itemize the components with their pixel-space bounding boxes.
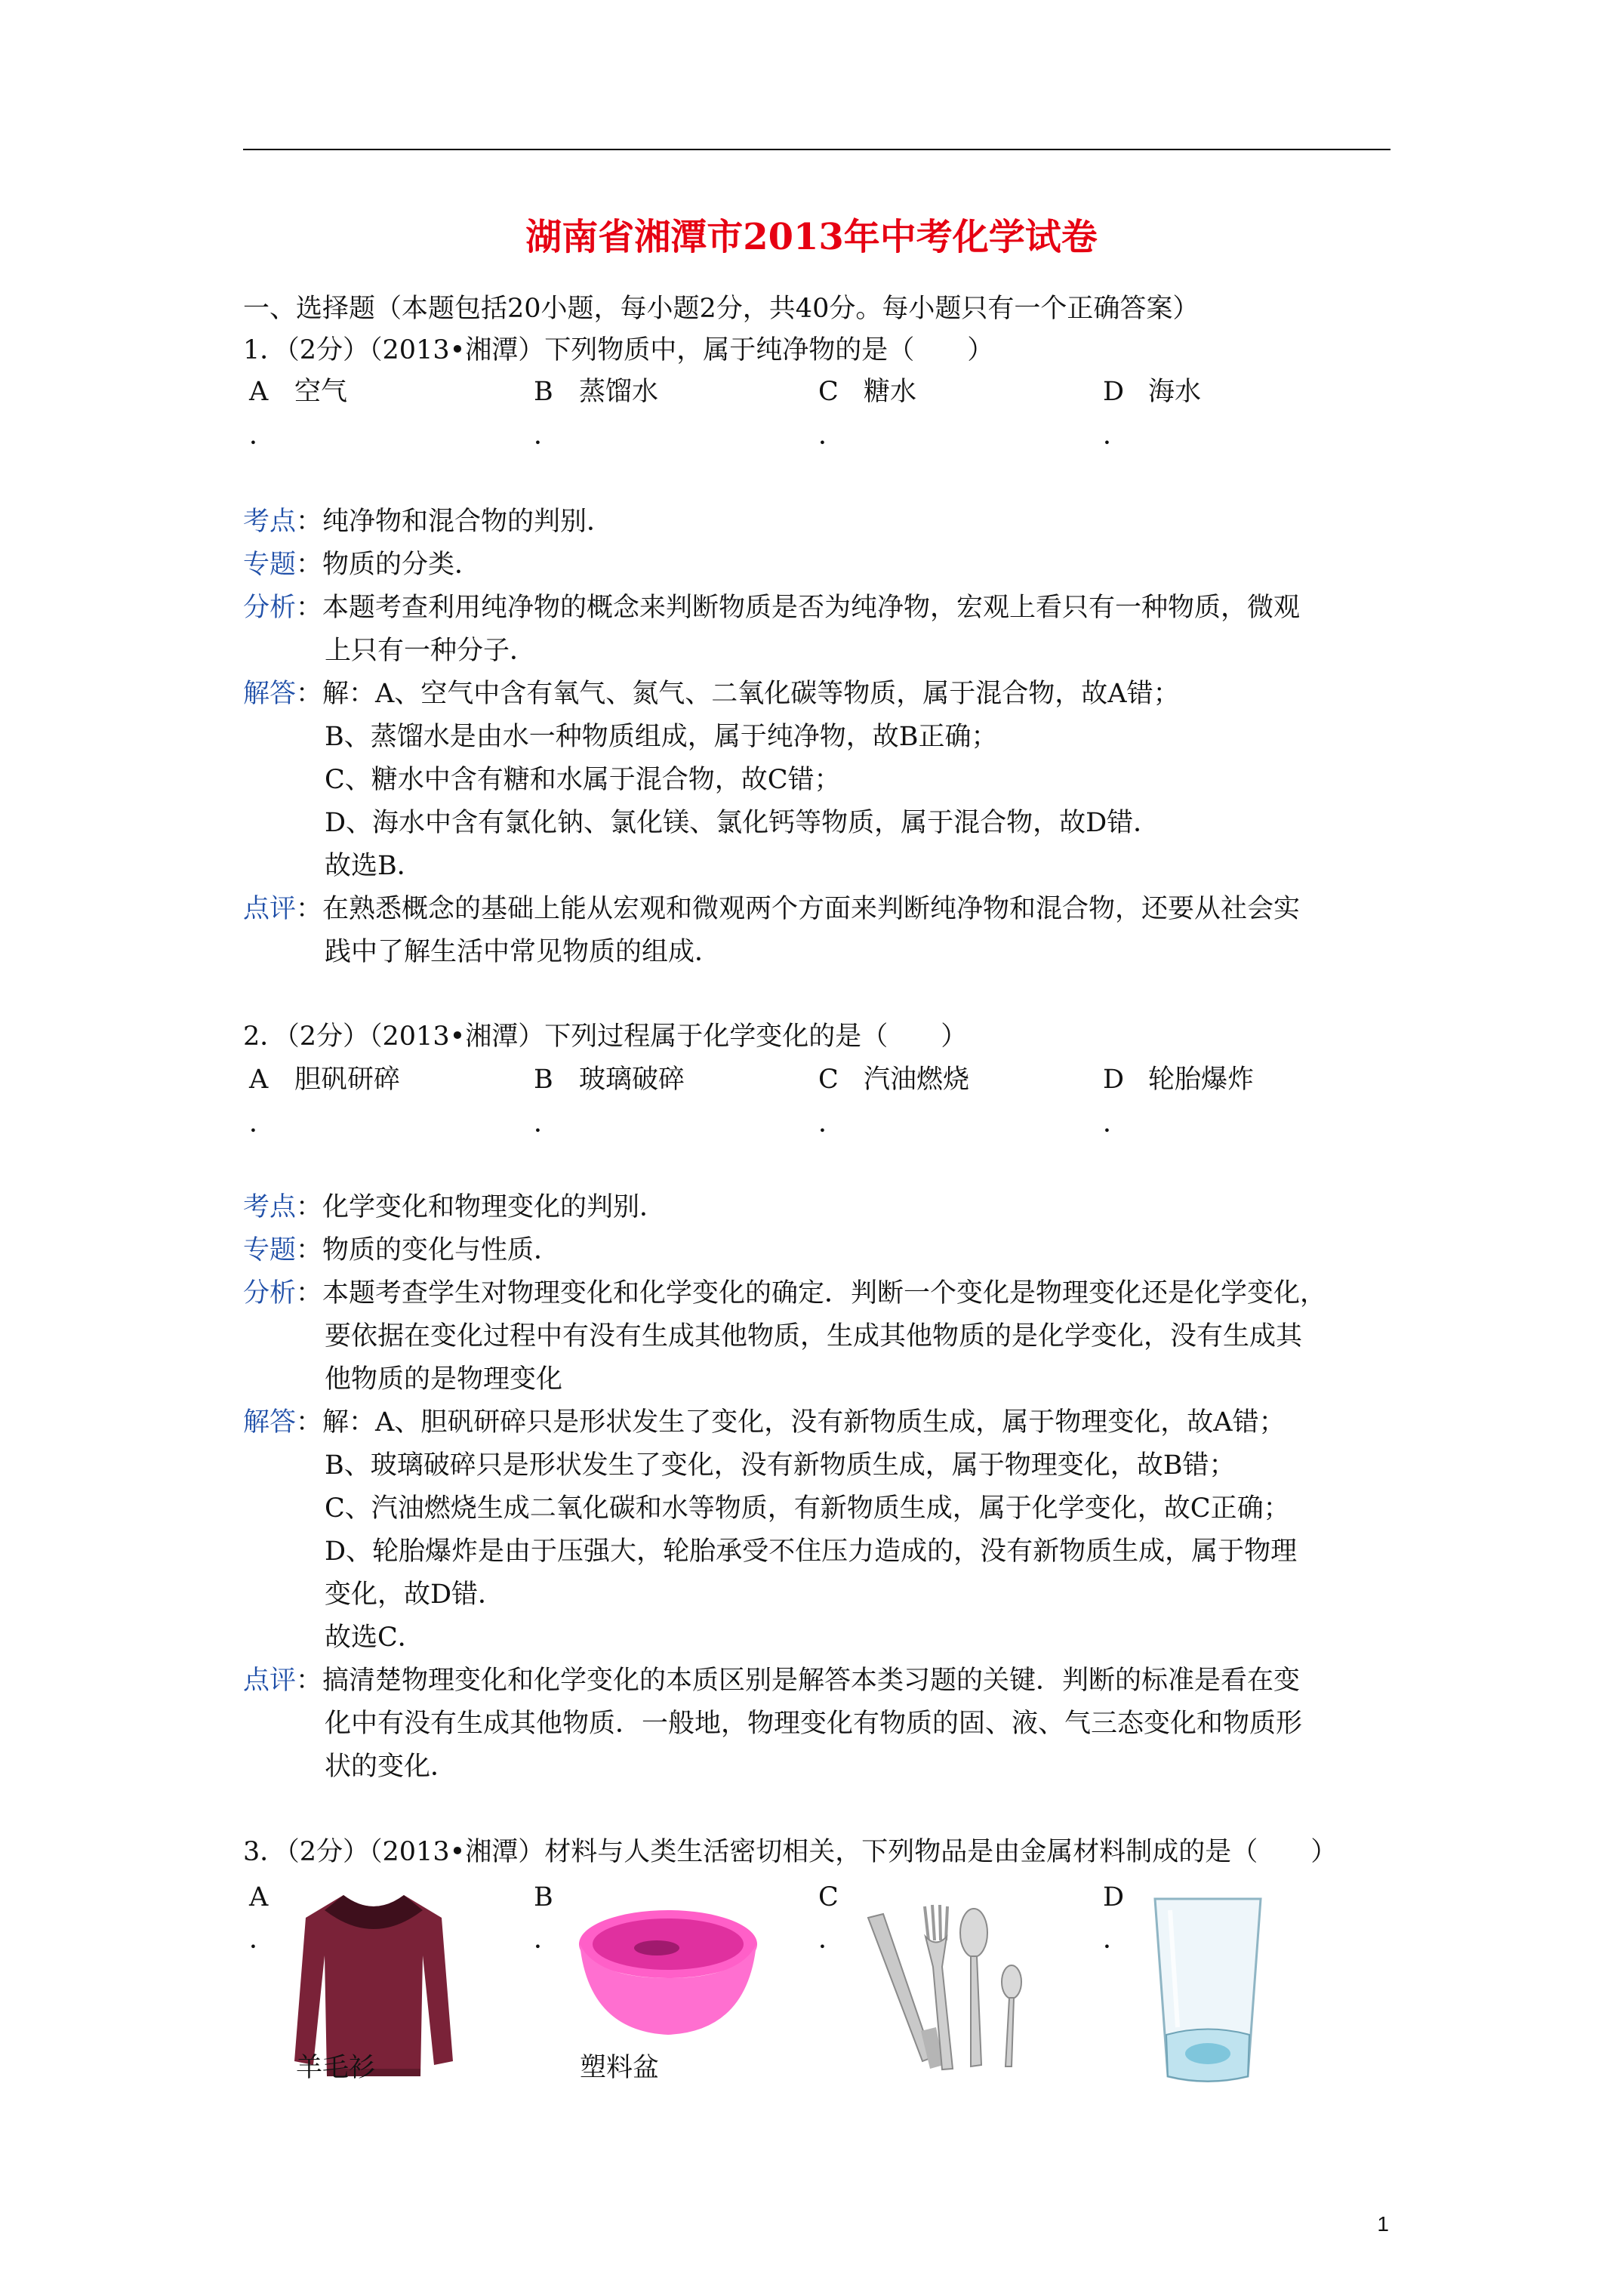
page-title: 湖南省湘潭市2013年中考化学试卷 [525, 216, 1098, 258]
q1-fenxi [243, 586, 1300, 630]
q2-dot-a: ． [249, 1108, 276, 1139]
q2-dot-d: ． [1103, 1108, 1130, 1139]
question-3-stem: 3．（2分）（2013•湘潭）材料与人类生活密切相关，下列物品是由金属材料制成的是（ ） [243, 1837, 1338, 1867]
label-fenxi: 分析 [243, 1278, 297, 1308]
q1-option-b-letter: B [534, 377, 553, 407]
q2-kaodian [243, 1185, 666, 1229]
q2-dianping [243, 1659, 1300, 1703]
label-jieda: 解答 [243, 679, 297, 709]
q2-fenxi-line-3: 他物质的是物理变化 [325, 1364, 563, 1395]
q2-option-b-text: 玻璃破碎 [579, 1065, 685, 1095]
q1-option-c-letter: C [818, 377, 839, 407]
q2-dot-b: ． [534, 1108, 561, 1139]
q1-option-b-text: 蒸馏水 [579, 377, 659, 407]
q3-dot-b: ． [534, 1925, 561, 1955]
q3-dot-a: ． [249, 1925, 276, 1955]
q1-jieda-line-1: ：解：A、空气中含有氧气、氮气、二氧化碳等物质，属于混合物，故A错； [296, 679, 1180, 709]
q1-zhuanti-text: ：物质的分类． [296, 550, 482, 580]
q1-dianping-line-2: 践中了解生活中常见物质的组成． [325, 937, 722, 967]
q1-zhuanti [243, 543, 481, 587]
q1-option-d-letter: D [1103, 377, 1125, 407]
q1-jieda-line-4: D、海水中含有氯化钠、氯化镁、氯化钙等物质，属于混合物，故D错． [325, 808, 1160, 838]
q2-dot-c: ． [818, 1108, 845, 1139]
q2-dianping-line-1: ：搞清楚物理变化和化学变化的本质区别是解答本类习题的关键．判断的标准是看在变 [296, 1666, 1301, 1696]
q1-jieda-line-3: C、糖水中含有糖和水属于混合物，故C错； [325, 765, 841, 795]
q1-option-a-text: 空气 [294, 377, 348, 407]
q2-zhuanti [243, 1228, 560, 1272]
q1-dianping-line-1: ：在熟悉概念的基础上能从宏观和微观两个方面来判断纯净物和混合物，还要从社会实 [296, 894, 1301, 924]
q1-dot-c: ． [818, 421, 845, 451]
q1-dot-d: ． [1103, 421, 1130, 451]
label-jieda: 解答 [243, 1407, 297, 1438]
q3-caption-a: 羊毛衫 [296, 2053, 376, 2083]
q1-dot-a: ． [249, 421, 276, 451]
q2-option-c-text: 汽油燃烧 [864, 1065, 970, 1095]
q2-jieda-line-4: D、轮胎爆炸是由于压强大，轮胎承受不住压力造成的，没有新物质生成，属于物理 [325, 1536, 1298, 1567]
q2-option-b-letter: B [534, 1065, 553, 1095]
q2-option-d-letter: D [1103, 1065, 1125, 1095]
section-heading: 一、选择题（本题包括20小题，每小题2分，共40分。每小题只有一个正确答案） [243, 294, 1200, 324]
q1-dot-b: ． [534, 421, 561, 451]
q2-fenxi-line-1: ：本题考查学生对物理变化和化学变化的确定．判断一个变化是物理变化还是化学变化， [296, 1278, 1327, 1308]
q2-kaodian-text: ：化学变化和物理变化的判别． [296, 1192, 667, 1222]
q3-dot-c: ． [818, 1925, 845, 1955]
glass-cup-image [1144, 1891, 1272, 2088]
q2-fenxi-line-2: 要依据在变化过程中有没有生成其他物质，生成其他物质的是化学变化，没有生成其 [325, 1321, 1303, 1351]
label-dianping: 点评 [243, 1666, 297, 1696]
q2-jieda-line-3: C、汽油燃烧生成二氧化碳和水等物质，有新物质生成，属于化学变化，故C正确； [325, 1493, 1290, 1524]
label-kaodian: 考点 [243, 1192, 297, 1222]
q2-fenxi [243, 1271, 1326, 1315]
label-fenxi: 分析 [243, 593, 297, 623]
q1-fenxi-line-2: 上只有一种分子． [325, 636, 537, 666]
plastic-basin-image [574, 1903, 762, 2046]
label-dianping: 点评 [243, 894, 297, 924]
label-kaodian: 考点 [243, 507, 297, 537]
q2-option-d-text: 轮胎爆炸 [1148, 1065, 1255, 1095]
question-2-stem: 2．（2分）（2013•湘潭）下列过程属于化学变化的是（ ） [243, 1022, 968, 1052]
q3-caption-b: 塑料盆 [580, 2053, 660, 2083]
q2-option-a-letter: A [249, 1065, 269, 1095]
q2-jieda-line-2: B、玻璃破碎只是形状发生了变化，没有新物质生成，属于物理变化，故B错； [325, 1450, 1236, 1481]
q3-dot-d: ． [1103, 1925, 1130, 1955]
q1-dianping [243, 887, 1300, 931]
page-number: 1 [1377, 2212, 1389, 2236]
label-zhuanti: 专题 [243, 550, 297, 580]
q2-option-c-letter: C [818, 1065, 839, 1095]
q1-jieda [243, 672, 1180, 716]
label-zhuanti: 专题 [243, 1235, 297, 1265]
q2-dianping-line-2: 化中有没有生成其他物质．一般地，物理变化有物质的固、液、气三态变化和物质形 [325, 1709, 1303, 1739]
q1-option-c-text: 糖水 [864, 377, 917, 407]
q2-jieda [243, 1401, 1286, 1444]
q1-fenxi-line-1: ：本题考查利用纯净物的概念来判断物质是否为纯净物，宏观上看只有一种物质，微观 [296, 593, 1301, 623]
header-rule [243, 149, 1390, 150]
q1-option-a-letter: A [249, 377, 269, 407]
q1-kaodian [243, 500, 613, 544]
q1-kaodian-text: ：纯净物和混合物的判别． [296, 507, 614, 537]
q2-dianping-line-3: 状的变化． [325, 1752, 457, 1782]
q3-option-b-letter: B [534, 1882, 553, 1912]
q1-jieda-line-2: B、蒸馏水是由水一种物质组成，属于纯净物，故B正确； [325, 722, 998, 752]
q2-option-a-text: 胆矾研碎 [294, 1065, 401, 1095]
q1-jieda-line-5: 故选B． [325, 851, 423, 881]
q1-option-d-text: 海水 [1148, 377, 1202, 407]
q3-option-a-letter: A [249, 1882, 269, 1912]
q2-zhuanti-text: ：物质的变化与性质． [296, 1235, 561, 1265]
q3-option-d-letter: D [1103, 1882, 1125, 1912]
cutlery-image [861, 1899, 1042, 2080]
question-1-stem: 1．（2分）（2013•湘潭）下列物质中，属于纯净物的是（ ） [243, 335, 994, 365]
q2-jieda-line-6: 故选C． [325, 1623, 424, 1653]
q2-jieda-line-5: 变化，故D错． [325, 1579, 505, 1610]
q2-jieda-line-1: ：解：A、胆矾研碎只是形状发生了变化，没有新物质生成，属于物理变化，故A错； [296, 1407, 1286, 1438]
q3-option-c-letter: C [818, 1882, 839, 1912]
